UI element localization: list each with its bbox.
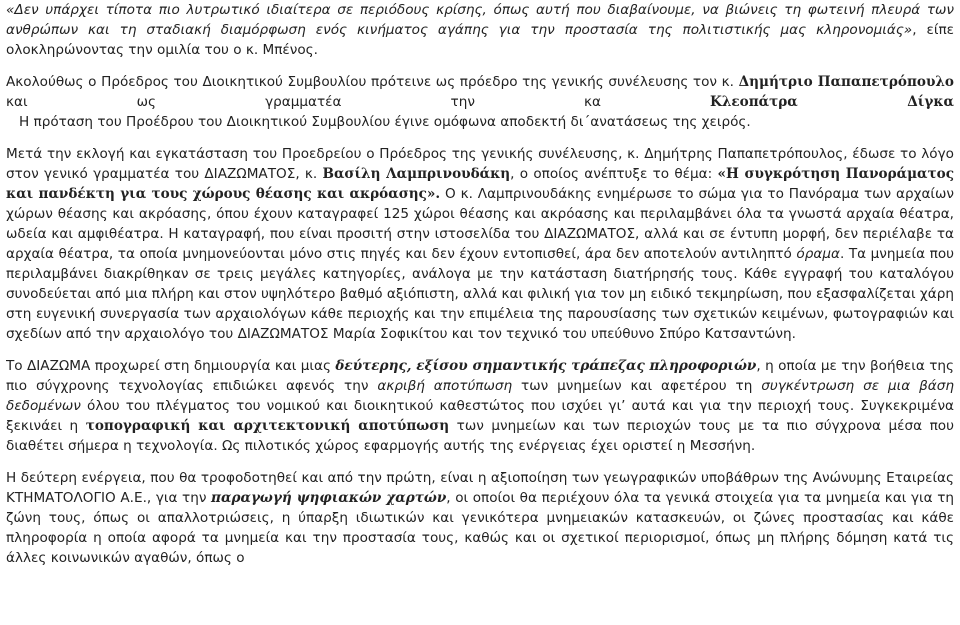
text-run: Ακολούθως ο Πρόεδρος του Διοικητικού Συμβουλίου πρότεινε ως πρόεδρο της γενικής συνέλευσης τον κ. <box>6 74 739 90</box>
emphasis-orama: όραμα <box>796 246 840 262</box>
text-run: Ο κ. Λαμπρινουδάκης ενημέρωσε το σώμα για το Πανόραμα των αρχαίων χώρων θέασης και ακρόασης, όπου έχουν καταγραφεί 125 χώροι θέασης και ακρόασης και περιλαμβάνει όλα τα γνωστά αρχαία θέατρα, ωδεία και αμφιθέατρα. Η καταγραφή, που είναι προσιτή στην ιστοσελίδα του ΔΙΑΖΩΜΑΤΟΣ, αλλά και σε έντυπη μορφή, δεν περιέλαβε τα αρχαία θέατρα, τα οποία μνημονεύονται μόνο στις πηγές και δεν έχουν εντοπισθεί, άρα δεν αποτελούν αντιληπτό <box>6 186 954 262</box>
text-run: . Τα μνημεία που περιλαμβάνει διακρίθηκαν σε τρεις μεγάλες κατηγορίες, ανάλογα με την κατάσταση διατήρησής τους. Κάθε εγγραφή του καταλόγου συνοδεύεται από μια πλήρη και στον υψηλότερο βαθμό αξιόπιστη, αλλά και φιλική για τον μη ειδικό τεκμηρίωση, που εξασφαλίζεται χάρη στη ευγενική συνεργασία των αρχαιολόγων κάθε περιοχής και την επιμέλεια της παρουσίασης των σχετικών κειμένων, φωτογραφιών και σχεδίων από την αρχαιολόγο του ΔΙΑΖΩΜΑΤΟΣ Μαρία Σοφικίτου και τον τεχνικό του υπεύθυνο Σπύρο Κατσαντώνη. <box>6 246 954 342</box>
topic-title: «Η συγκρότηση Πανοράματος και πανδέκτη για τους χώρους θέασης και ακρόασης». <box>6 166 954 202</box>
quote-text: «Δεν υπάρχει τίποτα πιο λυτρωτικό ιδιαίτερα σε περιόδους κρίσης, όπως αυτή που διαβαίνουμε, να βιώνεις τη φωτεινή πλευρά των ανθρώπων και τη σταδιακή διαμόρφωση ενός κινήματος αγάπης για την προστασία της πολιτιστικής μας κληρονομιάς» <box>6 2 954 38</box>
paragraph-digital-maps <box>6 468 954 568</box>
document-page <box>6 0 954 625</box>
text-run: Η δεύτερη ενέργεια, που θα τροφοδοτηθεί και από την πρώτη, είναι η αξιοποίηση των γεωγραφικών υποβάθρων της Ανώνυμης Εταιρείας ΚΤΗΜΑΤΟΛΟΓΙΟ Α.Ε., για την <box>6 470 954 506</box>
name-speaker: Βασίλη Λαμπρινουδάκη <box>322 166 511 182</box>
text-run: Το ΔΙΑΖΩΜΑ προχωρεί στη δημιουργία και μιας <box>6 358 336 374</box>
paragraph-panorama <box>6 144 954 344</box>
name-president: Δημήτριο Παπαπετρόπουλο <box>738 74 954 90</box>
paragraph-presidium-proposal <box>6 72 954 132</box>
text-run: , η οποία με την βοήθεια της πιο σύγχρονης τεχνολογίας επιδιώκει αφενός την <box>6 358 954 394</box>
quote-attribution: , είπε ολοκληρώνοντας την ομιλία του ο κ. Μπένος. <box>6 22 954 58</box>
text-run: , οι οποίοι θα περιέχουν όλα τα γενικά στοιχεία για τα μνημεία και για τη ζώνη τους, όπως οι απαλλοτριώσεις, η ύπαρξη ιδιωτικών και γενικότερα μνημειακών κατασκευών, οι ζώνες προστασίας και κάθε πληροφορία η οποία αφορά τα μνημεία και την προστασία τους, καθώς και οι σχετικοί περιορισμοί, όπως μη πλήρης δόμηση κατά τις άλλες κοινωνικών αγαθών, όπως ο <box>6 490 954 566</box>
emphasis-accurate-recording: ακριβή αποτύπωση <box>377 378 513 394</box>
paragraph-second-bank <box>6 356 954 456</box>
emphasis-second-bank: δεύτερης, εξίσου σημαντικής τράπεζας πληροφοριών <box>335 358 757 374</box>
name-secretary: Κλεοπάτρα Δίγκα <box>710 94 954 110</box>
emphasis-topographic: τοπογραφική και αρχιτεκτονική αποτύπωση <box>85 418 450 434</box>
text-run: Η πρόταση του Προέδρου του Διοικητικού Συμβουλίου έγινε ομόφωνα αποδεκτή δι΄ανατάσεως της χειρός. <box>6 114 751 130</box>
emphasis-digital-maps: παραγωγή ψηφιακών χαρτών <box>211 490 447 506</box>
text-run: των μνημείων και αφετέρου τη <box>512 378 762 394</box>
text-run: Μετά την εκλογή και εγκατάσταση του Προεδρείου ο Πρόεδρος της γενικής συνέλευσης, κ. Δημήτρης Παπαπετρόπουλος, έδωσε το λόγο στον γενικό γραμματέα του ΔΙΑΖΩΜΑΤΟΣ, κ. <box>6 146 954 182</box>
paragraph-quote <box>6 0 954 60</box>
emphasis-database: συγκέντρωση σε μια βάση δεδομένων <box>6 378 954 414</box>
text-run: και ως γραμματέα την κα <box>6 94 711 110</box>
text-run: , ο οποίος ανέπτυξε το θέμα: <box>510 166 718 182</box>
text-run: όλου του πλέγματος του νομικού και διοικητικού καθεστώτος που ισχύει γι’ αυτά και για την περιοχή τους. Συγκεκριμένα ξεκινάει η <box>6 398 954 434</box>
text-run: των μνημείων και των περιοχών τους με τα πιο σύγχρονα μέσα που διαθέτει σήμερα η τεχνολογία. Ως πιλοτικός χώρος εφαρμογής αυτής της ενέργειας έχει οριστεί η Μεσσήνη. <box>6 418 954 454</box>
